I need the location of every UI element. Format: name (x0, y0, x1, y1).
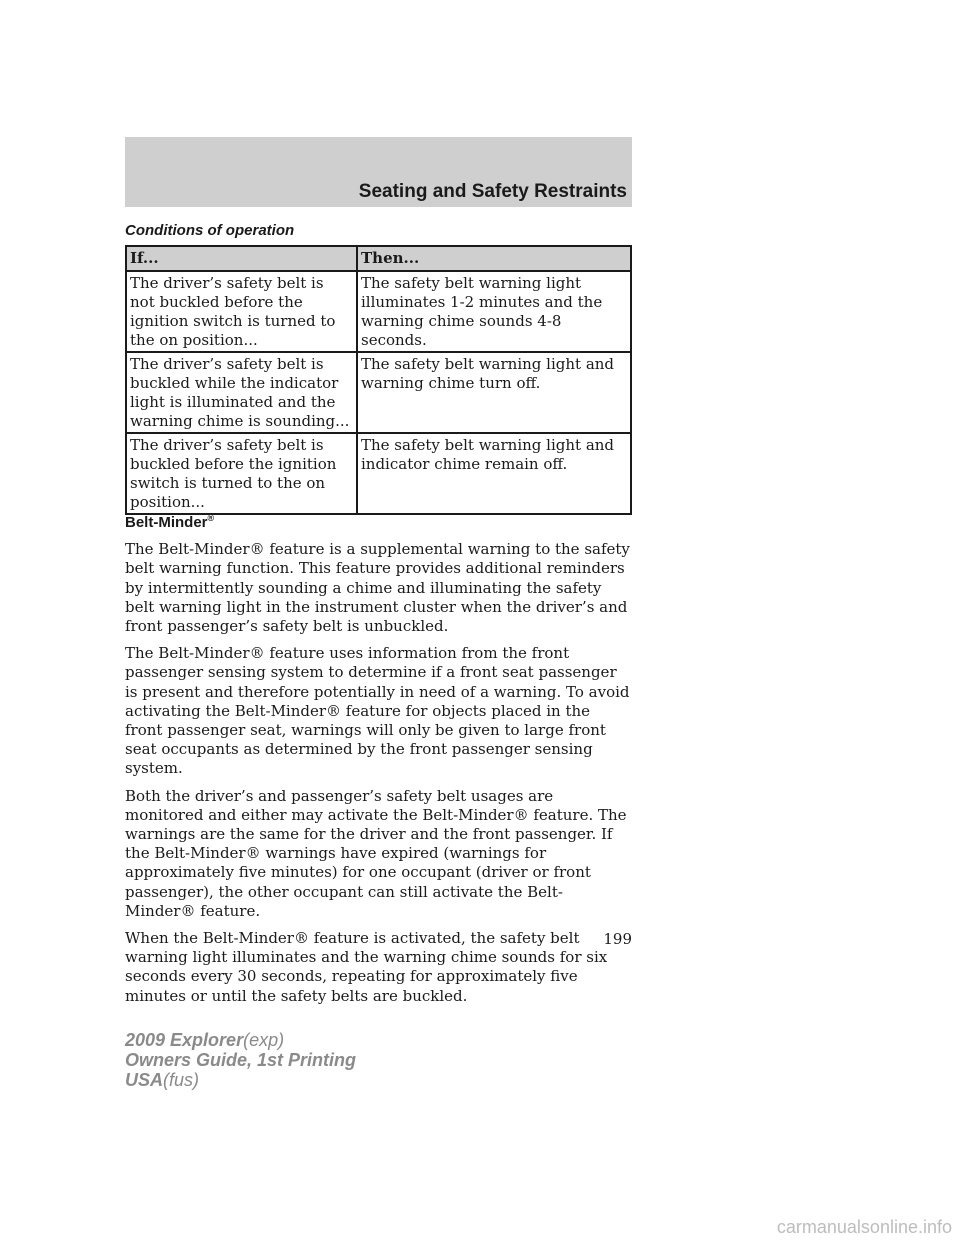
footer-model-code: (exp) (243, 1030, 285, 1050)
table-header-row (126, 246, 631, 271)
registered-mark: ® (207, 513, 215, 523)
conditions-table (125, 245, 632, 515)
table-row (126, 352, 631, 433)
table-cell-if: The driver’s safety belt is not buckled before the ignition switch is turned to the on position... (126, 271, 357, 352)
table-cell-then: The safety belt warning light and warning chime turn off. (357, 352, 631, 433)
table-cell-if: The driver’s safety belt is buckled while the indicator light is illuminated and the warning chime is sounding... (126, 352, 357, 433)
section-title: Seating and Safety Restraints (358, 181, 627, 202)
column-header-then: Then... (357, 246, 631, 271)
footer-market-code: (fus) (163, 1070, 200, 1090)
belt-minder-heading: Belt-Minder® (125, 513, 215, 531)
footer-printing: Owners Guide, 1st Printing (125, 1050, 357, 1070)
watermark: carmanualsonline.info (776, 1217, 952, 1237)
paragraph: The Belt-Minder® feature uses information from the front passenger sensing system to determine if a front seat passenger is present and therefore potentially in need of a warning. To avoid activating the Belt-Minder® feature for objects placed in the front passenger seat, warnings will only be given to large front seat occupants as determined by the front passenger sensing system. (125, 644, 630, 778)
footer-market: USA (125, 1070, 164, 1090)
print-footer (125, 1030, 356, 1090)
paragraph: The Belt-Minder® feature is a supplemental warning to the safety belt warning function. This feature provides additional reminders by intermittently sounding a chime and illuminating the safety belt warning light in the instrument cluster when the driver’s and front passenger’s safety belt is unbuckled. (125, 540, 630, 636)
table-row (126, 433, 631, 514)
table-cell-then: The safety belt warning light illuminates 1-2 minutes and the warning chime sounds 4-8 seconds. (357, 271, 631, 352)
table-cell-if: The driver’s safety belt is buckled before the ignition switch is turned to the on position... (126, 433, 357, 514)
table-cell-then: The safety belt warning light and indicator chime remain off. (357, 433, 631, 514)
paragraph: When the Belt-Minder® feature is activated, the safety belt warning light illuminates and the warning chime sounds for six seconds every 30 seconds, repeating for approximately five minutes or until the safety belts are buckled. (125, 929, 608, 1005)
column-header-if: If... (126, 246, 357, 271)
footer-model: 2009 Explorer (125, 1030, 244, 1050)
paragraph: Both the driver’s and passenger’s safety belt usages are monitored and either may activate the Belt-Minder® feature. The warnings are the same for the driver and the front passenger. If the Belt-Minder® warnings have expired (warnings for approximately five minutes) for one occupant (driver or front passenger), the other occupant can still activate the Belt-Minder® feature. (125, 786, 627, 920)
belt-minder-section (125, 513, 632, 1014)
table-row (126, 271, 631, 352)
conditions-heading: Conditions of operation (125, 222, 295, 239)
page-number: 199 (603, 930, 632, 948)
